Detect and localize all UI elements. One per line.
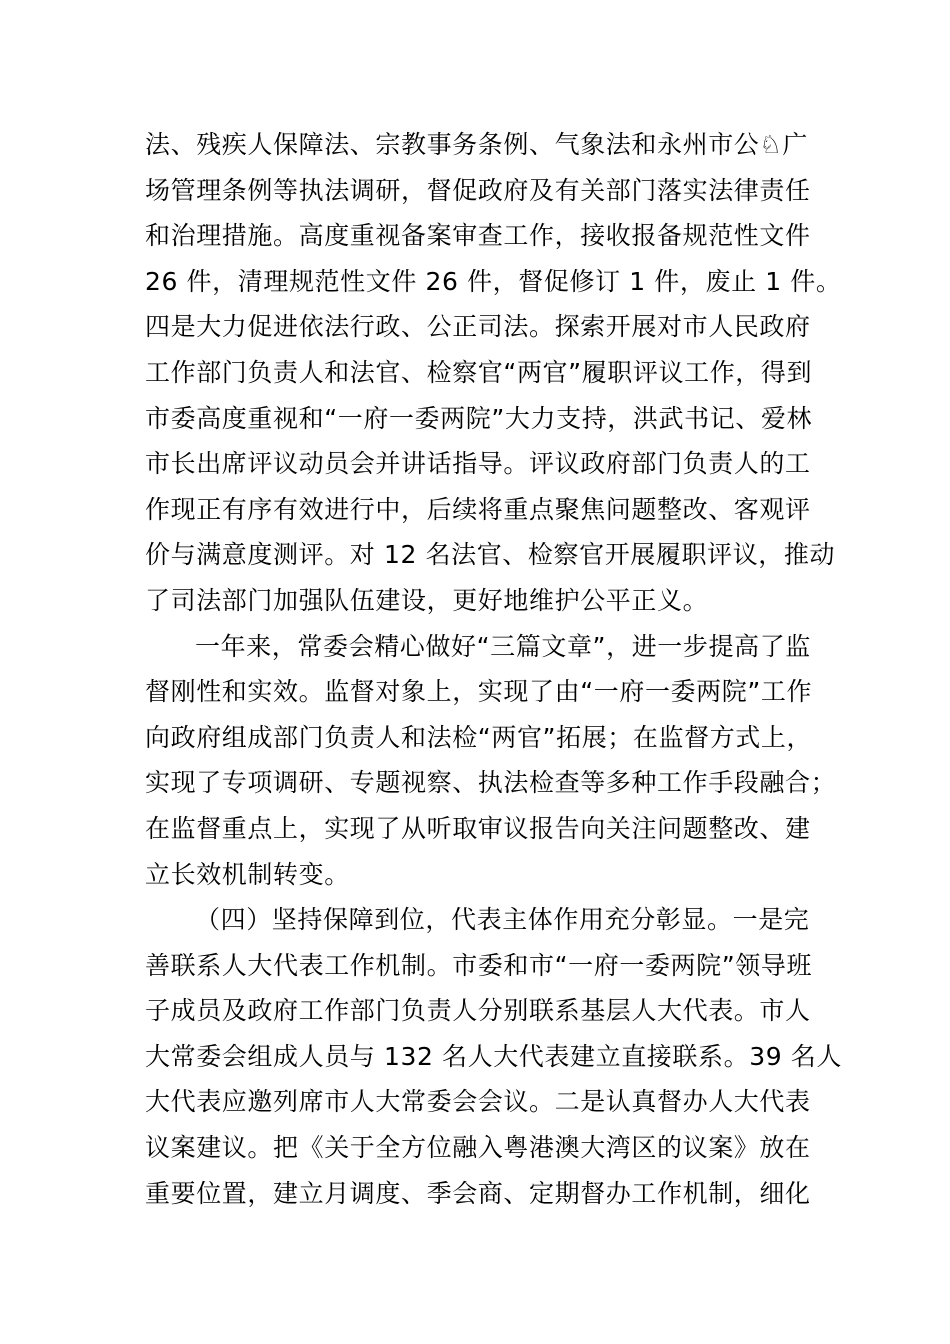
text-line: 大代表应邀列席市人大常委会会议。二是认真督办人大代表	[145, 1087, 811, 1117]
text-line: 督刚性和实效。监督对象上，实现了由“一府一委两院”工作	[145, 677, 813, 707]
text-line: 场管理条例等执法调研，督促政府及有关部门落实法律责任	[145, 175, 811, 205]
text-line: 了司法部门加强队伍建设，更好地维护公平正义。	[145, 585, 709, 615]
text-line: 市委高度重视和“一府一委两院”大力支持，洪武书记、爱林	[145, 403, 813, 433]
text-line: 法、残疾人保障法、宗教事务条例、气象法和永州市公♘广	[145, 130, 809, 159]
text-line: 大常委会组成人员与 132 名人大代表建立直接联系。39 名人	[145, 1041, 842, 1071]
text-line: 子成员及政府工作部门负责人分别联系基层人大代表。市人	[145, 996, 811, 1026]
text-line: 在监督重点上，实现了从听取审议报告向关注问题整改、建	[145, 813, 811, 843]
text-line: （四）坚持保障到位，代表主体作用充分彰显。一是完	[195, 905, 810, 935]
text-line: 工作部门负责人和法官、检察官“两官”履职评议工作，得到	[145, 357, 813, 387]
text-line: 向政府组成部门负责人和法检“两官”拓展；在监督方式上，	[145, 722, 813, 752]
text-line: 价与满意度测评。对 12 名法官、检察官开展履职评议，推动	[145, 540, 836, 570]
text-line: 一年来，常委会精心做好“三篇文章”，进一步提高了监	[195, 631, 811, 661]
text-line: 善联系人大代表工作机制。市委和市“一府一委两院”领导班	[145, 950, 813, 980]
text-line: 作现正有序有效进行中，后续将重点聚焦问题整改、客观评	[145, 494, 811, 524]
text-line: 四是大力促进依法行政、公正司法。探索开展对市人民政府	[145, 312, 811, 342]
text-line: 实现了专项调研、专题视察、执法检查等多种工作手段融合；	[145, 768, 837, 798]
paragraph-2	[145, 624, 837, 898]
text-line: 立长效机制转变。	[145, 859, 350, 889]
paragraph-1	[145, 122, 842, 624]
text-line: 26 件，清理规范性文件 26 件，督促修订 1 件，废止 1 件。	[145, 266, 842, 296]
paragraph-3	[145, 897, 842, 1216]
text-line: 和治理措施。高度重视备案审查工作，接收报备规范性文件	[145, 221, 811, 251]
body-text	[145, 122, 842, 1216]
text-line: 市长出席评议动员会并讲话指导。评议政府部门负责人的工	[145, 449, 811, 479]
text-line: 重要位置，建立月调度、季会商、定期督办工作机制，细化	[145, 1178, 811, 1208]
text-line: 议案建议。把《关于全方位融入粤港澳大湾区的议案》放在	[145, 1133, 811, 1163]
